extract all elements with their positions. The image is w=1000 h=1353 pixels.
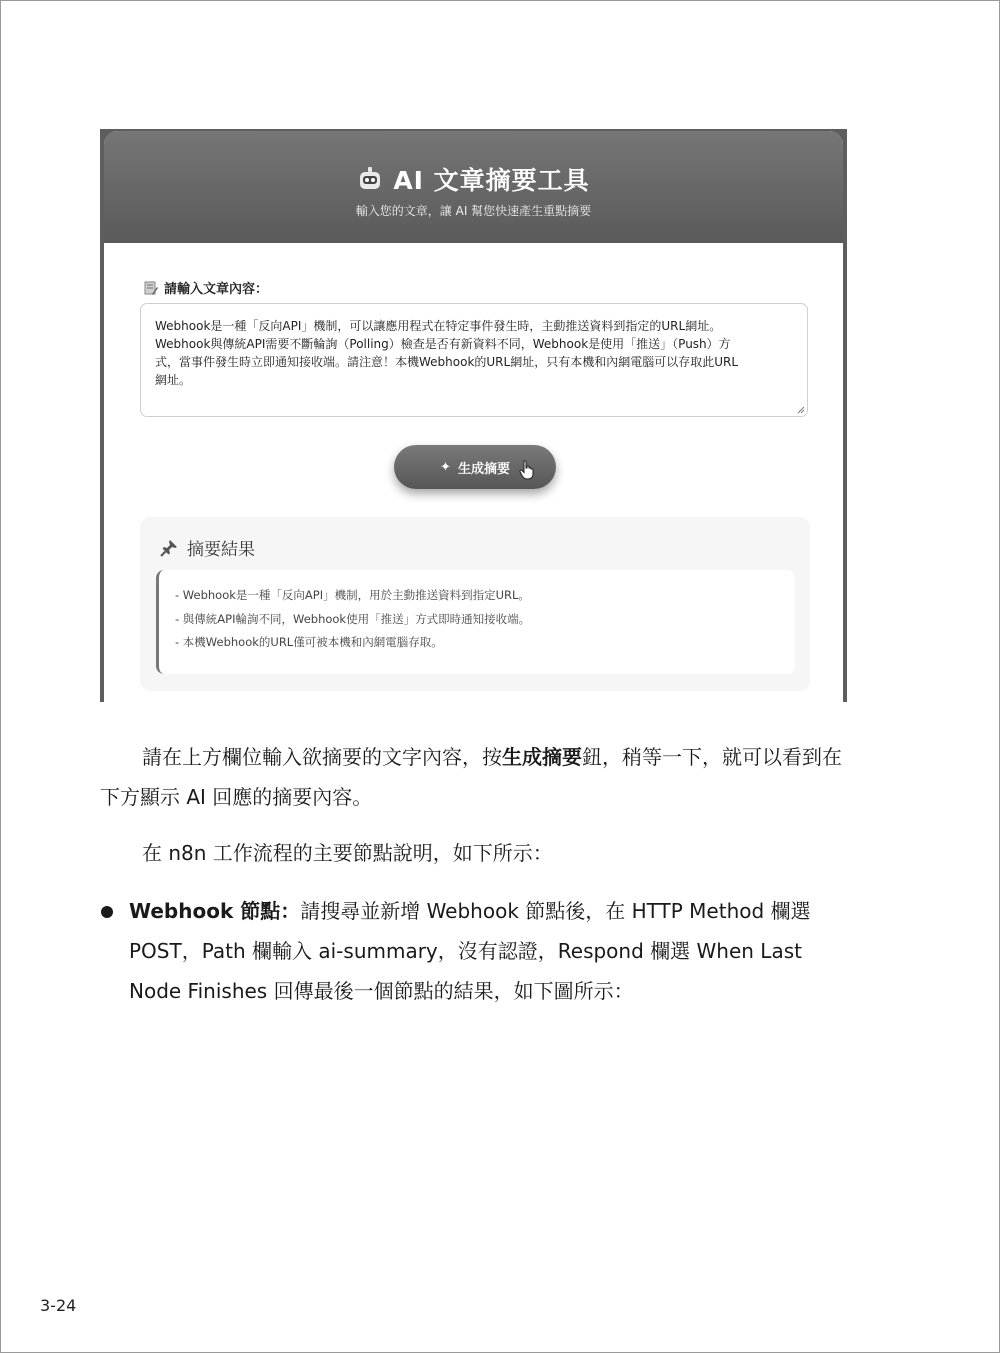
- result-card: [156, 570, 795, 674]
- article-textarea[interactable]: [140, 303, 808, 417]
- app-subtitle: 輸入您的文章，讓 AI 幫您快速產生重點摘要: [355, 204, 592, 218]
- screenshot-figure: [100, 129, 847, 702]
- result-title: [160, 535, 255, 560]
- app-header: [104, 131, 843, 243]
- result-line: - Webhook是一種「反向API」機制，用於主動推送資料到指定URL。: [175, 588, 530, 602]
- hand-cursor-icon: [519, 460, 535, 480]
- result-title-text: 摘要結果: [187, 540, 255, 560]
- bullet-item: [129, 891, 849, 1011]
- result-box: [140, 517, 810, 691]
- app-title-text: AI 文章摘要工具: [393, 166, 590, 195]
- bullet-bold: Webhook 節點：: [129, 899, 301, 923]
- paragraph-1-start: 請在上方欄位輸入欲摘要的文字內容，按: [142, 745, 502, 769]
- app-title: [104, 161, 843, 197]
- input-label: [144, 278, 268, 297]
- robot-icon: [357, 166, 383, 192]
- textarea-line: 網址。: [155, 373, 192, 387]
- paragraph-1-end: 鈕，稍等一下，就可以看到在下方顯示 AI 回應的摘要內容。: [100, 745, 842, 809]
- paragraph-1-bold: 生成摘要: [502, 745, 582, 769]
- textarea-line: Webhook是一種「反向API」機制，可以讓應用程式在特定事件發生時，主動推送資料到指定的URL網址。: [155, 319, 722, 333]
- paragraph-1: [100, 737, 848, 817]
- generate-summary-label: 生成摘要: [457, 461, 510, 477]
- paragraph-2-text: 在 n8n 工作流程的主要節點說明，如下所示：: [142, 841, 553, 865]
- textarea-line: Webhook與傳統API需要不斷輪詢（Polling）檢查是否有新資料不同，Webhook是使用「推送」（Push）方: [155, 337, 731, 351]
- resize-grip-icon[interactable]: [797, 406, 805, 414]
- memo-icon: [144, 281, 158, 295]
- result-line: - 與傳統API輪詢不同，Webhook使用「推送」方式即時通知接收端。: [175, 611, 531, 626]
- generate-summary-button[interactable]: [394, 445, 556, 489]
- sparkle-icon: ✦: [440, 459, 451, 475]
- pushpin-icon: [160, 539, 178, 557]
- paragraph-2: [100, 833, 848, 873]
- result-line: - 本機Webhook的URL僅可被本機和內網電腦存取。: [175, 635, 443, 649]
- input-label-text: 請輸入文章內容：: [164, 282, 269, 297]
- page-number: 3-24: [40, 1296, 77, 1315]
- bullet-body: 請搜尋並新增 Webhook 節點後，在 HTTP Method 欄選 POST，Path 欄輸入 ai-summary，沒有認證，Respond 欄選 When Last Node Finishes 回傳最後一個節點的結果，如下圖所示：: [129, 899, 811, 1003]
- bullet-icon: [101, 906, 113, 918]
- app-window: [104, 131, 843, 702]
- textarea-line: 式，當事件發生時立即通知接收端。請注意！本機Webhook的URL網址，只有本機和內網電腦可以存取此URL: [155, 355, 739, 369]
